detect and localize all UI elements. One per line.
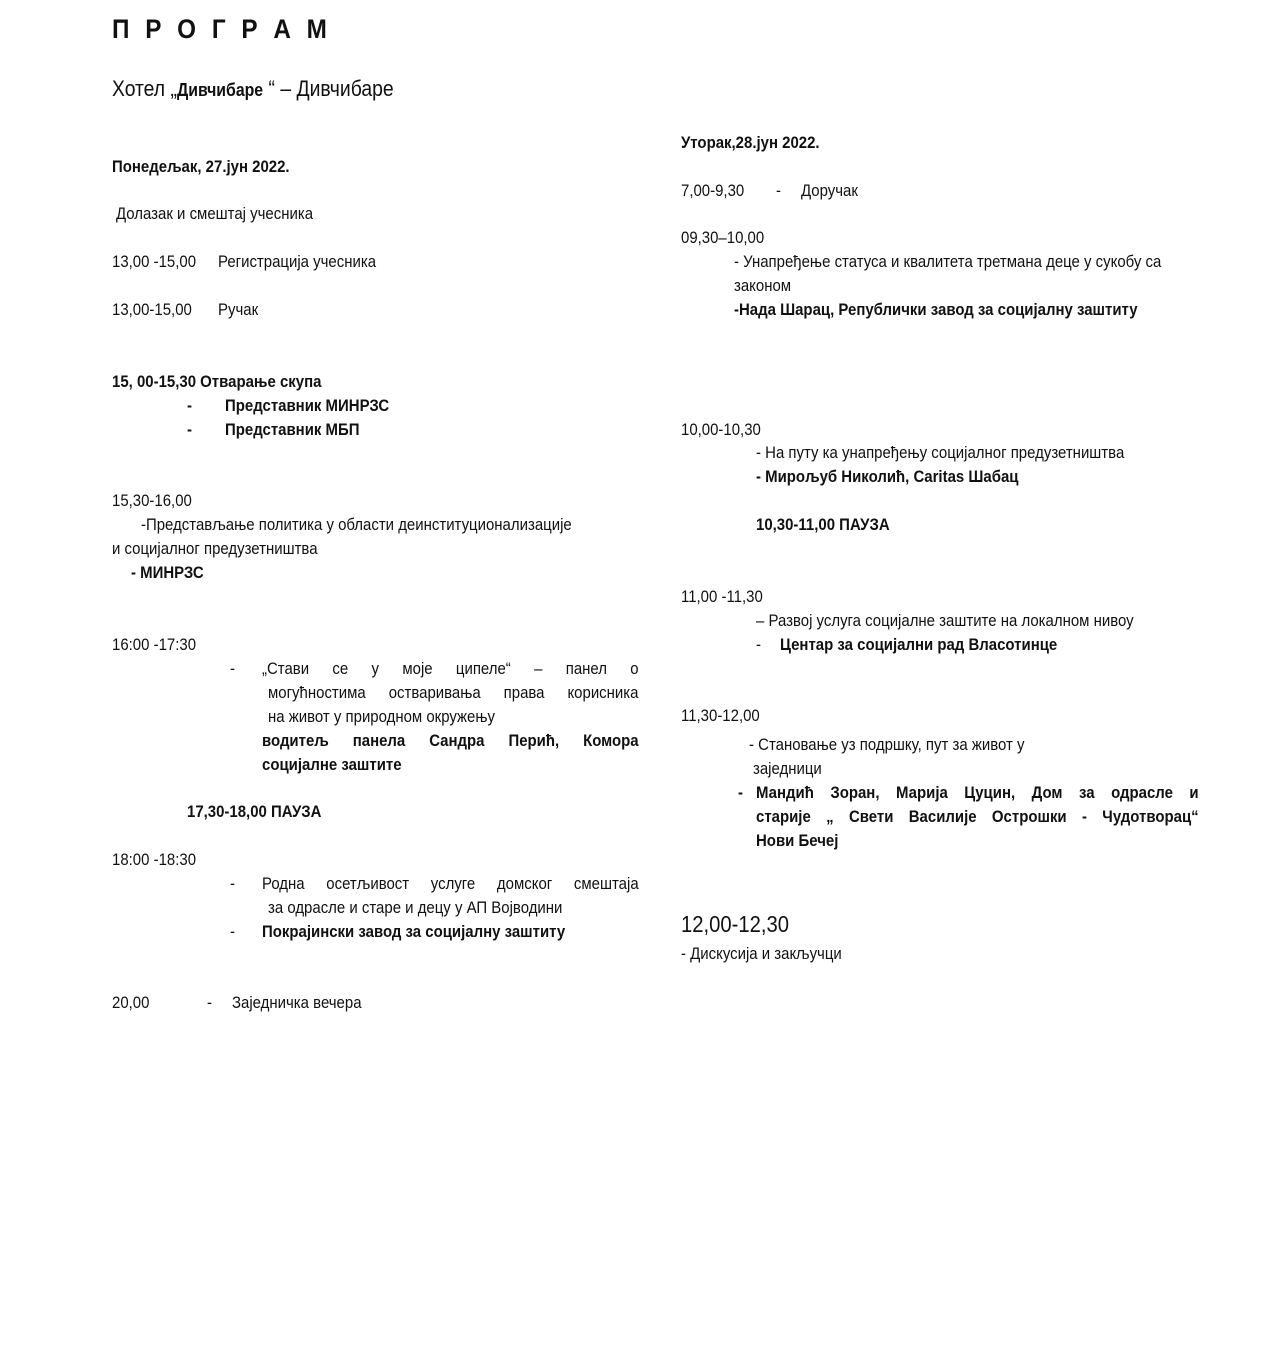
page-title: П Р О Г Р А М <box>112 14 332 44</box>
closing-time: 12,00-12,30 <box>681 911 790 937</box>
s4-line-2: заједници <box>753 759 822 778</box>
bullet-dash: - <box>738 783 743 802</box>
gender-line-2: за одрасле и старе и децу у АП Војводини <box>268 898 563 917</box>
breakfast-time: 7,00-9,30 <box>681 181 745 200</box>
breakfast-text: Доручак <box>801 181 858 200</box>
venue-suffix: “ – Дивчибаре <box>263 76 394 101</box>
opening-heading: 15, 00-15,30 Отварање скупа <box>112 372 322 391</box>
s4-speaker-3: Нови Бечеј <box>756 831 839 850</box>
s1-line-2: законом <box>734 276 792 295</box>
opening-speaker-1: Представник МИНРЗС <box>225 396 390 415</box>
s1-line-1: - Унапређење статуса и квалитета третмана деце у сукобу са <box>734 252 1162 271</box>
policy-speaker: - МИНРЗС <box>131 563 204 582</box>
s1-speaker: -Нада Шарац, Републички завод за социјалну заштиту <box>734 300 1138 319</box>
bullet-dash: - <box>187 396 192 415</box>
gender-speaker: Покрајински завод за социјалну заштиту <box>262 922 566 941</box>
s2-time: 10,00-10,30 <box>681 420 761 439</box>
hotel-name: Дивчибаре <box>176 80 264 100</box>
gender-time: 18:00 -18:30 <box>112 850 197 869</box>
arrival-text: Долазак и смештај учесника <box>116 204 314 223</box>
bullet-dash: - <box>230 922 235 941</box>
tuesday-heading: Уторак,28.јун 2022. <box>681 133 820 152</box>
s1-time: 09,30–10,00 <box>681 228 765 247</box>
panel-time: 16:00 -17:30 <box>112 635 197 654</box>
dinner-text: Заједничка вечера <box>232 993 362 1012</box>
policy-line-2: и социјалног предузетништва <box>112 539 318 558</box>
lunch-text: Ручак <box>218 300 259 319</box>
venue-prefix: Хотел „ <box>112 76 177 101</box>
panel-moderator-2: социјалне заштите <box>262 755 402 774</box>
gender-line-1: Родна осетљивост услуге домског смештаја <box>262 874 639 893</box>
panel-moderator-1: водитељ панела Сандра Перић, Комора <box>262 731 639 750</box>
panel-line-2: могућностима остваривања права корисника <box>268 683 639 702</box>
registration-time: 13,00 -15,00 <box>112 252 197 271</box>
s3-time: 11,00 -11,30 <box>681 587 763 606</box>
lunch-time: 13,00-15,00 <box>112 300 192 319</box>
policy-time: 15,30-16,00 <box>112 491 192 510</box>
bullet-dash: - <box>230 874 235 893</box>
bullet-dash: - <box>756 635 761 654</box>
opening-speaker-2: Представник МБП <box>225 420 360 439</box>
s4-speaker-2: старије „ Свети Василије Острошки - Чудотворац“ <box>756 807 1199 826</box>
bullet-dash: - <box>230 659 235 678</box>
s4-time: 11,30-12,00 <box>681 706 760 725</box>
monday-heading: Понедељак, 27.јун 2022. <box>112 157 290 176</box>
monday-pause: 17,30-18,00 ПАУЗА <box>187 802 322 821</box>
bullet-dash: - <box>187 420 192 439</box>
policy-line-1: -Представљање политика у области деинституционализације <box>141 515 572 534</box>
s2-line-1: - На путу ка унапређењу социјалног предузетништва <box>756 443 1125 462</box>
s3-line-1: – Развој услуга социјалне заштите на локалном нивоу <box>756 611 1134 630</box>
dinner-time: 20,00 <box>112 993 150 1012</box>
panel-line-3: на живот у природном окружењу <box>268 707 495 726</box>
s2-speaker: - Мирољуб Николић, Caritas Шабац <box>756 467 1019 486</box>
s4-speaker-1: Мандић Зоран, Марија Цуцин, Дом за одрасле и <box>756 783 1199 802</box>
panel-line-1: „Стави се у моје ципеле“ – панел о <box>262 659 639 678</box>
s4-line-1: - Становање уз подршку, пут за живот у <box>749 735 1025 754</box>
bullet-dash: - <box>207 993 212 1012</box>
s3-speaker: Центар за социјални рад Власотинце <box>780 635 1058 654</box>
registration-text: Регистрација учесника <box>218 252 377 271</box>
venue-line <box>112 74 394 105</box>
tuesday-pause: 10,30-11,00 ПАУЗА <box>756 515 890 534</box>
closing-text: - Дискусија и закључци <box>681 944 842 963</box>
bullet-dash: - <box>776 181 781 200</box>
